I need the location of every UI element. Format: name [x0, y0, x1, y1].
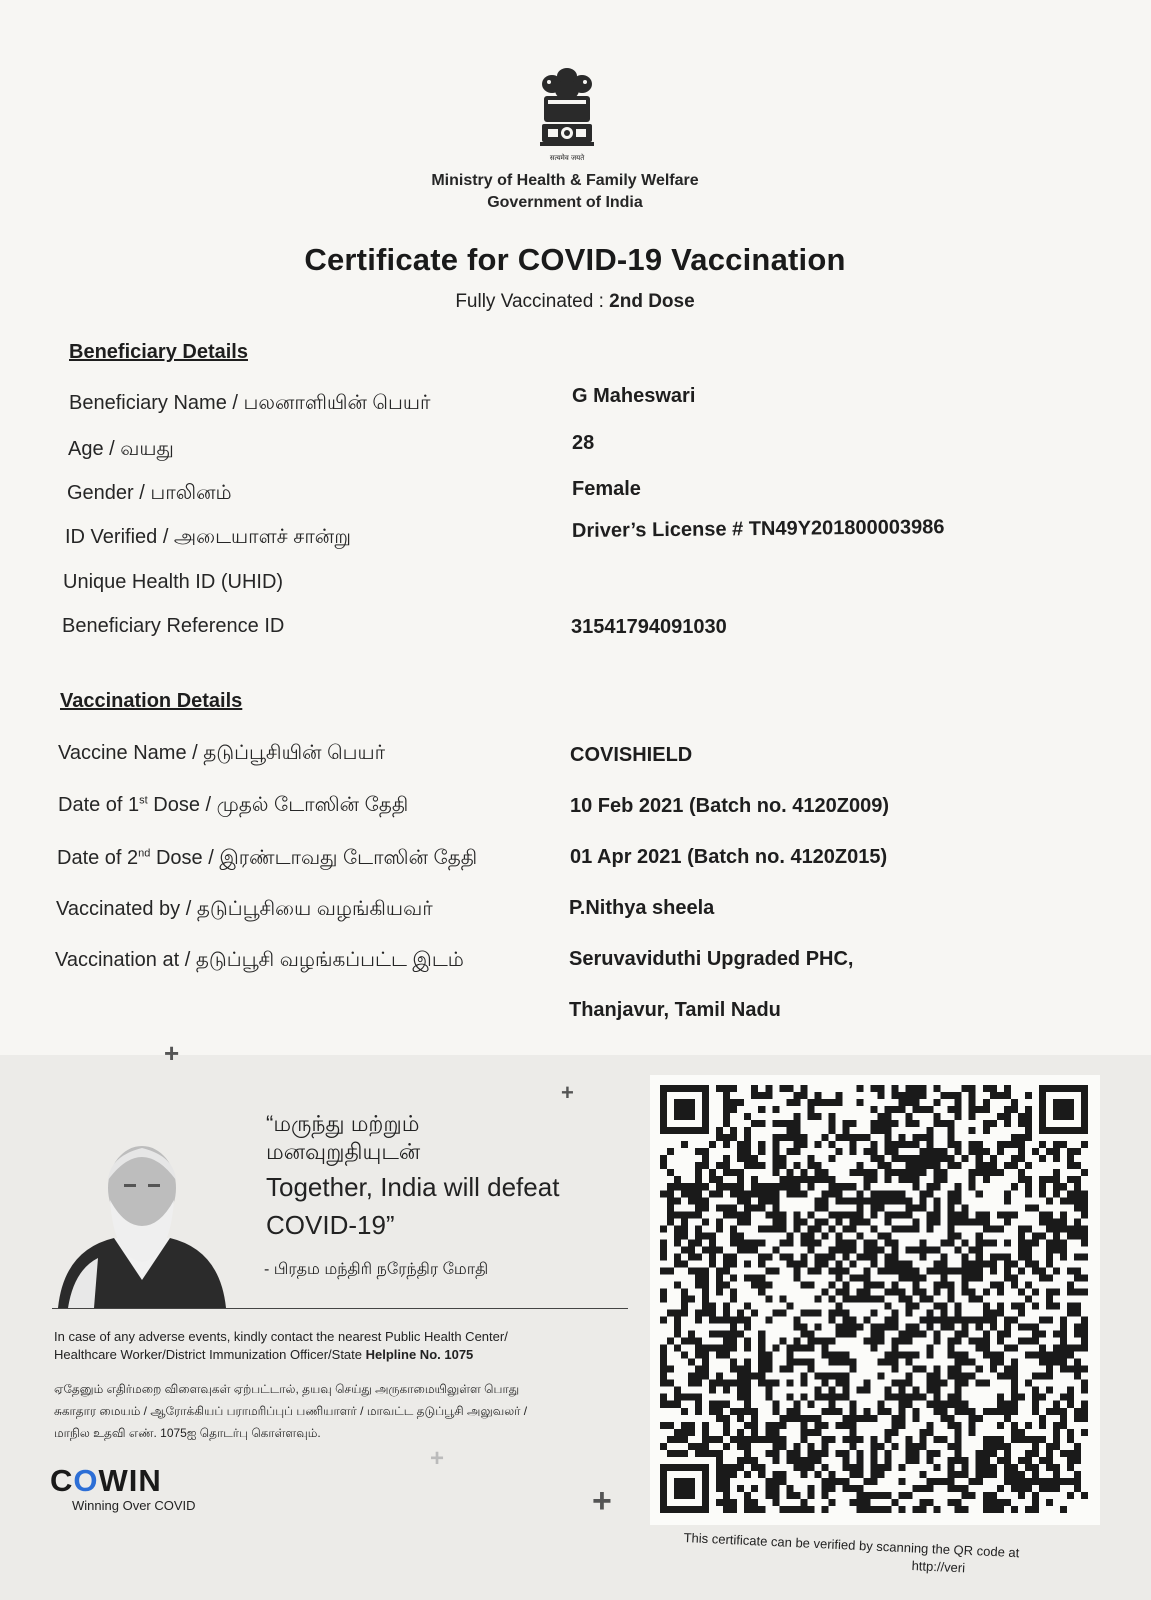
vaccination-at-label: Vaccination at / தடுப்பூசி வழங்கப்பட்ட இடம் [55, 949, 464, 971]
reference-id-value: 31541794091030 [571, 616, 727, 638]
second-dose-label-sup: nd [138, 847, 151, 860]
vaccinated-by-label: Vaccinated by / தடுப்பூசியை வழங்கியவர் [56, 898, 433, 920]
beneficiary-heading: Beneficiary Details [69, 341, 248, 363]
first-dose-label-pre: Date of 1 [58, 794, 140, 816]
age-label: Age / வயது [68, 438, 174, 460]
ministry-name: Ministry of Health & Family Welfare [431, 172, 699, 189]
government-name: Government of India [487, 194, 643, 211]
uhid-label: Unique Health ID (UHID) [63, 571, 284, 593]
certificate-title: Certificate for COVID-19 Vaccination [304, 242, 846, 277]
quote-english-line1: Together, India will defeat [266, 1172, 560, 1202]
helpline-english [54, 1328, 644, 1364]
quote-english [266, 1168, 626, 1244]
vaccination-at-value-line2: Thanjavur, Tamil Nadu [569, 999, 781, 1021]
helpline-number: Helpline No. 1075 [365, 1347, 474, 1362]
helpline-tamil [54, 1378, 644, 1444]
qr-modules [660, 1085, 1088, 1513]
cowin-tagline: Winning Over COVID [72, 1498, 196, 1513]
helpline-ta-line3: மாநில உதவி எண். 1075ஐ தொடர்பு கொள்ளவும். [54, 1426, 321, 1440]
divider [52, 1308, 628, 1309]
emblem-motto: सत्यमेव जयते [549, 154, 585, 162]
registration-mark-icon: + [164, 1038, 180, 1068]
qr-finder-pattern [1053, 1099, 1074, 1120]
quote-tamil-line1: “மருந்து மற்றும் [266, 1111, 420, 1136]
reference-id-label: Beneficiary Reference ID [62, 615, 285, 637]
gender-label: Gender / பாலினம் [67, 482, 232, 504]
qr-finder-pattern [674, 1478, 695, 1499]
age-value: 28 [572, 432, 595, 454]
cowin-logo-o: O [73, 1463, 99, 1498]
helpline-ta-line1: ஏதேனும் எதிர்மறை விளைவுகள் ஏற்பட்டால், தயவு செய்து அருகாமையிலுள்ள பொது [54, 1382, 520, 1396]
beneficiary-name-value: G Maheswari [572, 385, 696, 407]
ministry-heading [380, 170, 750, 214]
second-dose-value: 01 Apr 2021 (Batch no. 4120Z015) [570, 846, 888, 868]
verify-note: This certificate can be verified by scanning the QR code at [683, 1530, 1020, 1561]
first-dose-label-post: Dose / முதல் டோஸின் தேதி [147, 794, 409, 816]
quote-attribution: - பிரதம மந்திரி நரேந்திர மோதி [264, 1261, 489, 1278]
id-verified-label: ID Verified / அடையாளச் சான்று [65, 526, 351, 548]
qr-code-icon[interactable] [660, 1085, 1088, 1513]
id-verified-value: Driver’s License # TN49Y201800003986 [571, 516, 945, 542]
first-dose-label-sup: st [139, 794, 148, 807]
beneficiary-name-label: Beneficiary Name / பலனாளியின் பெயர் [69, 392, 431, 414]
vaccination-status [300, 291, 850, 313]
qr-finder-pattern [674, 1099, 695, 1120]
quote-tamil-line2: மனவுறுதியுடன் [266, 1139, 421, 1164]
second-dose-label-pre: Date of 2 [57, 847, 139, 869]
second-dose-label-post: Dose / இரண்டாவது டோஸின் தேதி [150, 847, 478, 869]
status-value: 2nd Dose [609, 291, 695, 312]
helpline-ta-line2: சுகாதார மையம் / ஆரோக்கியப் பராமரிப்புப் பணியாளர் / மாவட்ட தடுப்பூசி அலுவலர் / [54, 1404, 528, 1418]
national-emblem-icon [536, 66, 598, 166]
second-dose-label [57, 847, 477, 872]
helpline-en-line1: In case of any adverse events, kindly contact the nearest Public Health Center/ [54, 1329, 508, 1344]
first-dose-value: 10 Feb 2021 (Batch no. 4120Z009) [570, 795, 890, 817]
vaccinated-by-value: P.Nithya sheela [569, 897, 715, 919]
status-label: Fully Vaccinated : [455, 291, 610, 312]
vaccine-name-label: Vaccine Name / தடுப்பூசியின் பெயர் [58, 742, 386, 764]
cowin-logo-rest: WIN [98, 1463, 162, 1498]
vaccination-heading: Vaccination Details [60, 690, 243, 712]
first-dose-label [58, 794, 408, 819]
helpline-en-line2-text: Healthcare Worker/District Immunization Officer/State [54, 1347, 366, 1362]
helpline-en-line2 [54, 1346, 644, 1364]
quote-tamil [266, 1110, 586, 1166]
registration-mark-icon: + [430, 1445, 445, 1472]
registration-mark-icon: + [592, 1482, 612, 1520]
cowin-logo [50, 1463, 162, 1499]
pm-portrait [54, 1130, 230, 1308]
vaccination-at-value-line1: Seruvaviduthi Upgraded PHC, [569, 948, 854, 970]
cowin-logo-c: C [50, 1463, 74, 1498]
verify-url: http://veri [911, 1558, 966, 1576]
quote-english-line2: COVID-19” [266, 1210, 395, 1240]
vaccine-name-value: COVISHIELD [570, 744, 693, 766]
gender-value: Female [572, 478, 641, 500]
registration-mark-icon: + [561, 1080, 574, 1105]
